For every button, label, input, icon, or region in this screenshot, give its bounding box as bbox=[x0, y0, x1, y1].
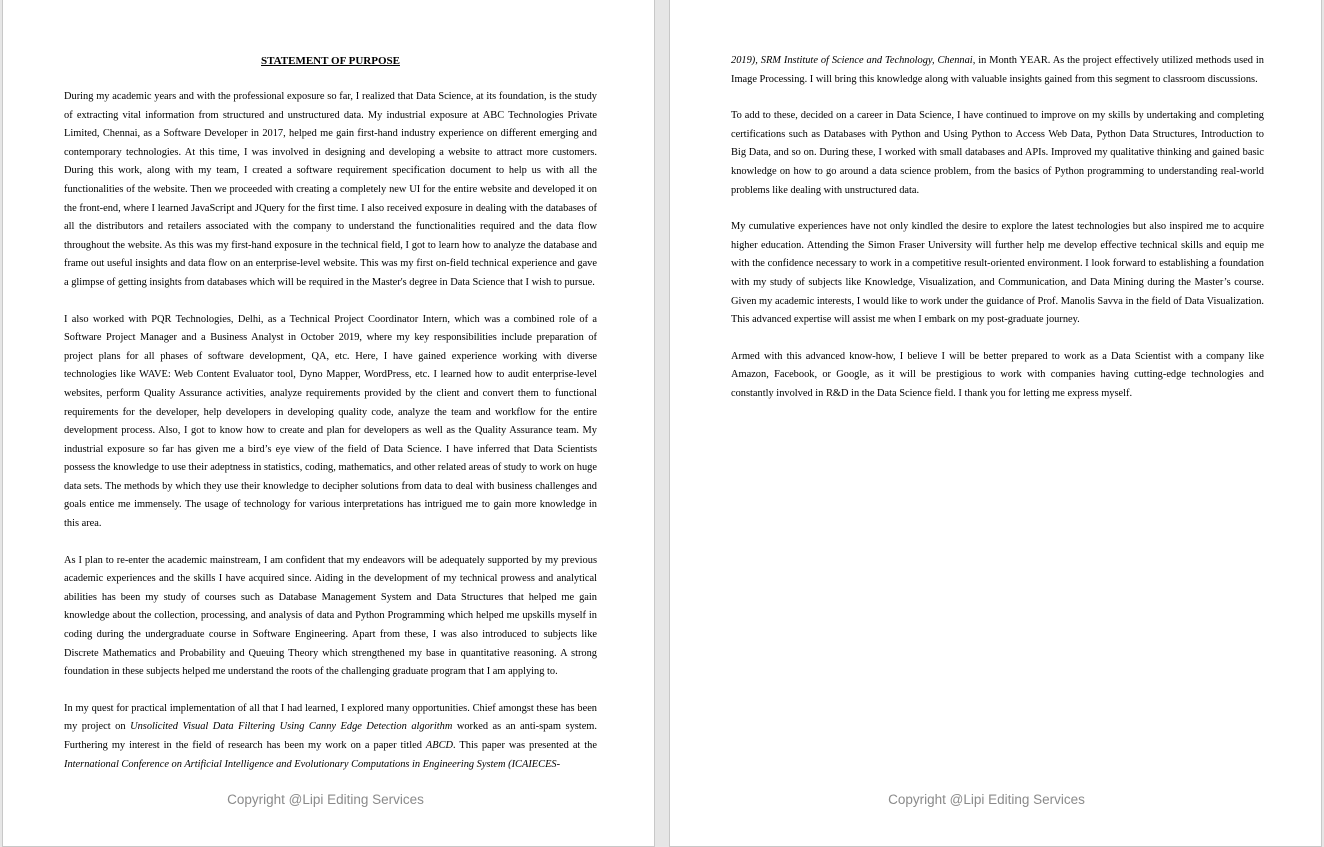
paragraph-1: During my academic years and with the professional exposure so far, I realized that Data Science, at its foundation, is the study of extracting vital information from structured and unstructured data. My industrial exposure at ABC Technologies Private Limited, Chennai, as a Software Developer in 2017, helped me gain first-hand industry experience on different emerging and contemporary technologies. At this time, I was involved in designing and developing a website to attract more customers. During this work, along with my team, I created a software requirement specification document to help us with all the functionalities of the website. Then we proceeded with creating a completely new UI for the entire website and developed it on the front-end, where I learned JavaScript and JQuery for the first time. I also received exposure in dealing with the databases of all the distributors and retailers associated with the company to understand the functionalities required and the data flow throughout the website. As this was my first-hand exposure in the technical field, I got to learn how to analyze the database and frame out useful insights and data flow on an enterprise-level website. This was my first on-field technical experience and gave a glimpse of getting insights from databases which will be required in the Master's degree in Data Science that I wish to pursue. bbox=[64, 91, 597, 288]
document-title: STATEMENT OF PURPOSE bbox=[261, 55, 400, 67]
paragraph-5 bbox=[731, 52, 1264, 89]
document-page-2 bbox=[669, 0, 1322, 847]
paragraph-6: To add to these, decided on a career in Data Science, I have continued to improve on my skills by undertaking and completing certifications such as Databases with Python and Using Python to Access Web Data, Python Data Structures, Introduction to Big Data, and so on. During these, I worked with small databases and APIs. Improved my qualitative thinking and gained basic knowledge on how to go around a data science problem, from the basics of Python programming to understanding real-world problems like dealing with unstructured data. bbox=[731, 110, 1264, 196]
paragraph-4 bbox=[64, 700, 597, 774]
copyright-footer: Copyright @Lipi Editing Services bbox=[227, 792, 424, 807]
page-1-body bbox=[64, 52, 597, 792]
paragraph-5-text: in Month YEAR. As the project effectively utilized methods used in Image Processing. I will bring this knowledge along with valuable insights gained from this segment to classroom discussions. bbox=[731, 55, 1264, 85]
copyright-footer: Copyright @Lipi Editing Services bbox=[888, 792, 1085, 807]
paragraph-8: Armed with this advanced know-how, I believe I will be better prepared to work as a Data Scientist with a company like Amazon, Facebook, or Google, as it will be prestigious to work with companies having cutting-edge technologies and constantly involved in R&D in the Data Science field. I thank you for letting me express myself. bbox=[731, 350, 1264, 399]
paragraph-2: I also worked with PQR Technologies, Delhi, as a Technical Project Coordinator Intern, which was a combined role of a Software Project Manager and a Business Analyst in October 2019, where my key responsibilities include preparation of project plans for all phases of software development, QA, etc. Here, I have gained experience working with diverse technologies like WAVE: Web Content Evaluator tool, Dyno Mapper, WordPress, etc. I learned how to audit enterprise-level websites, perform Quality Assurance activities, analyze requirements provided by the client and convert them to functional requirements for the developer, help developers in developing quality code, analyze the team and workflow for the entire development process. Also, I got to know how to create and plan for developers as well as the Quality Assurance team. My industrial exposure so far has given me a bird’s eye view of the field of Data Science. I have inferred that Data Scientists possess the knowledge to use their adeptness in statistics, coding, mathematics, and other related areas of study to work on huge data sets. The methods by which they use their knowledge to decipher solutions from data to deal with business challenges and goals entice me immensely. The usage of technology for various interpretations has intrigued me to gain more knowledge in this area. bbox=[64, 313, 597, 530]
paragraph-4-text-e: . This paper was presented at the bbox=[453, 740, 597, 751]
paper-title: ABCD bbox=[425, 740, 454, 751]
paragraph-3: As I plan to re-enter the academic mainstream, I am confident that my endeavors will be adequately supported by my previous academic experiences and the skills I have acquired since. Aiding in the development of my technical prowess and analytical abilities has been my study of courses such as Database Management System and Data Structures that helped me gain knowledge about the collection, processing, and analysis of data and Python Programming which helped me upskills myself in coding during the undergraduate course in Software Engineering. Apart from these, I was also introduced to subjects like Discrete Mathematics and Probability and Queuing Theory which strengthened my base in quantitative reasoning. A strong foundation in these subjects helped me understand the roots of the challenging graduate program that I am applying to. bbox=[64, 554, 597, 678]
document-page-1 bbox=[2, 0, 655, 847]
paragraph-4-text-a: In my quest for practical implementation of all that I had learned, I explored many opportunities. Chief amongst these has been my project on bbox=[64, 702, 597, 733]
conference-name: International Conference on Artificial Intelligence and Evolutionary Computations in Engineering System (ICAIECES- bbox=[64, 758, 561, 770]
paragraph-7: My cumulative experiences have not only kindled the desire to explore the latest technologies but also inspired me to acquire higher education. Attending the Simon Fraser University will further help me develop effective technical skills and equip me with the confidence necessary to work in a competitive result-oriented environment. I look forward to establishing a foundation with my study of subjects like Knowledge, Visualization, and Communication, and Data Mining during the Master’s course. Given my academic interests, I would like to work under the guidance of Prof. Manolis Savva in the field of Data Visualization. This advanced expertise will assist me when I embark on my post-graduate journey. bbox=[731, 221, 1264, 326]
conference-venue: 2019), SRM Institute of Science and Technology, Chennai, bbox=[731, 55, 976, 66]
page-2-body bbox=[731, 52, 1264, 422]
paragraph-4-text-c: worked as an anti-spam system. Furthering my interest in the field of research has been my work on a paper titled bbox=[64, 721, 597, 751]
project-title: Unsolicited Visual Data Filtering Using Canny Edge Detection algorithm bbox=[130, 721, 453, 733]
